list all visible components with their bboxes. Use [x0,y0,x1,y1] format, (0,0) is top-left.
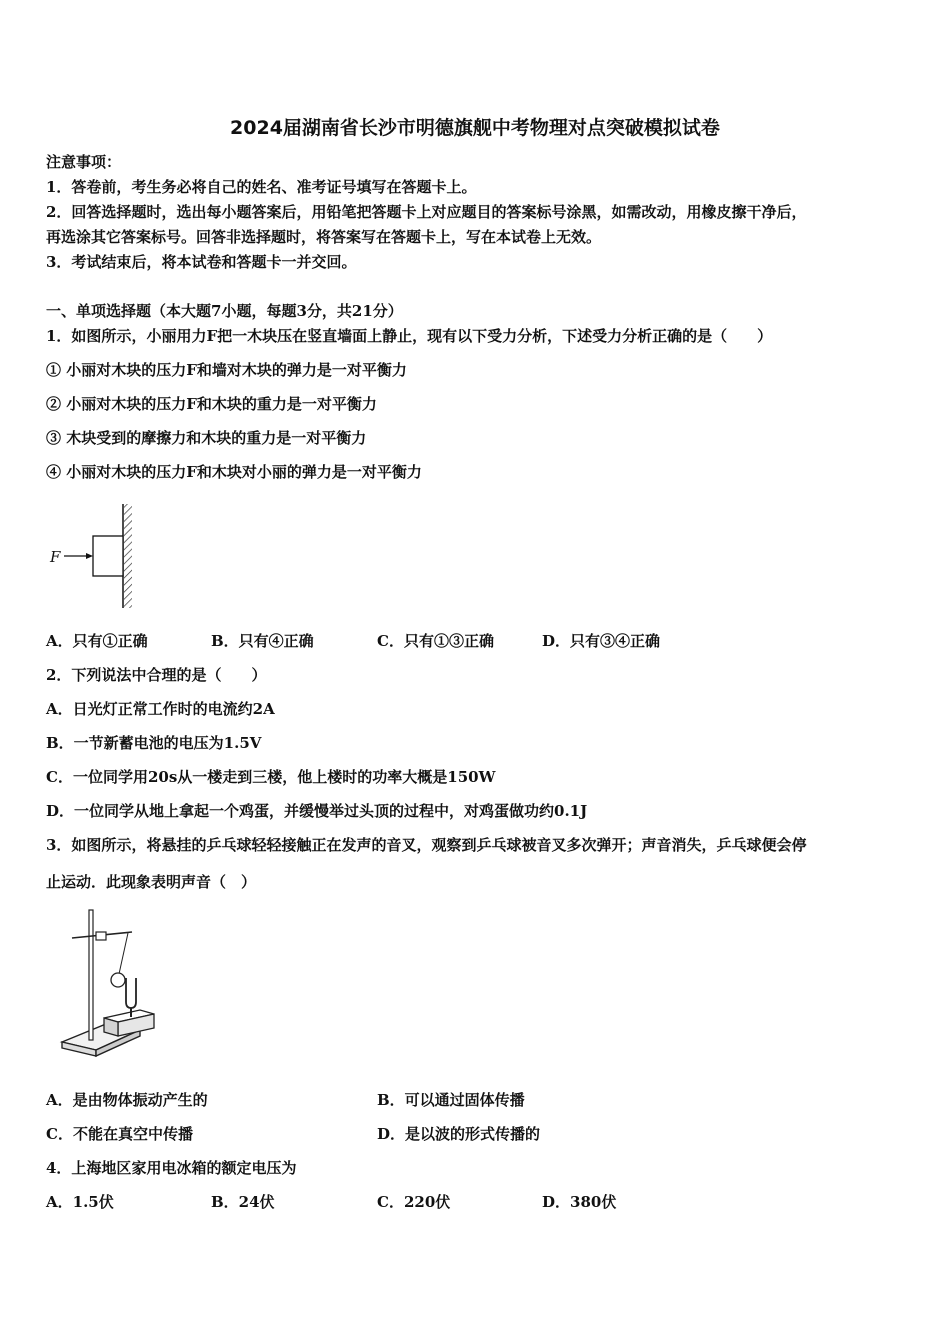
q3-option-d: D．是以波的形式传播的 [377,1125,541,1143]
q1-statement: ③ 木块受到的摩擦力和木块的重力是一对平衡力 [46,429,367,447]
q4-option-d: D．380伏 [542,1193,617,1211]
notice-heading: 注意事项： [46,153,122,171]
q4-option-b: B．24伏 [211,1193,275,1211]
q3-option-b: B．可以通过固体传播 [377,1091,525,1109]
q3-option-c: C．不能在真空中传播 [46,1125,193,1143]
q3-option-a: A．是由物体振动产生的 [46,1091,208,1109]
q1-statement: ① 小丽对木块的压力F和墙对木块的弹力是一对平衡力 [46,361,407,379]
q1-option-b: B．只有④正确 [211,632,314,650]
q4-stem: 4．上海地区家用电冰箱的额定电压为 [46,1159,297,1177]
section-heading: 一、单项选择题（本大题7小题，每题3分，共21分） [46,302,403,320]
q2-option-b: B．一节新蓄电池的电压为1.5V [46,734,262,752]
q4-option-c: C．220伏 [377,1193,451,1211]
q3-stem: 3．如图所示，将悬挂的乒乓球轻轻接触正在发声的音叉，观察到乒乓球被音叉多次弹开；声音消失，乒乓球便会停 [46,836,807,854]
q2-option-a: A．日光灯正常工作时的电流约2A [46,700,275,718]
q3-stem: 止运动．此现象表明声音（ ） [46,873,257,891]
notice-item: 2．回答选择题时，选出每小题答案后，用铅笔把答题卡上对应题目的答案标号涂黑，如需改动，用橡皮擦干净后， [46,203,807,221]
q1-statement: ② 小丽对木块的压力F和木块的重力是一对平衡力 [46,395,377,413]
notice-item: 3．考试结束后，将本试卷和答题卡一并交回。 [46,253,357,271]
q1-option-d: D．只有③④正确 [542,632,661,650]
force-label: F [50,548,61,566]
q1-stem: 1．如图所示，小丽用力F把一木块压在竖直墙面上静止，现有以下受力分析，下述受力分析正确的是（ ） [46,327,773,345]
notice-item: 再选涂其它答案标号。回答非选择题时，将答案写在答题卡上，写在本试卷上无效。 [46,228,602,246]
q1-option-c: C．只有①③正确 [377,632,494,650]
q1-option-a: A．只有①正确 [46,632,148,650]
q2-stem: 2．下列说法中合理的是（ ） [46,666,267,684]
q4-option-a: A．1.5伏 [46,1193,114,1211]
q1-statement: ④ 小丽对木块的压力F和木块对小丽的弹力是一对平衡力 [46,463,422,481]
page-title: 2024届湖南省长沙市明德旗舰中考物理对点突破模拟试卷 [230,117,720,139]
notice-item: 1．答卷前，考生务必将自己的姓名、准考证号填写在答题卡上。 [46,178,477,196]
q2-option-c: C．一位同学用20s从一楼走到三楼，他上楼时的功率大概是150W [46,768,496,786]
q3-figure-tuning-fork [56,906,166,1062]
q2-option-d: D．一位同学从地上拿起一个鸡蛋，并缓慢举过头顶的过程中，对鸡蛋做功约0.1J [46,802,588,820]
